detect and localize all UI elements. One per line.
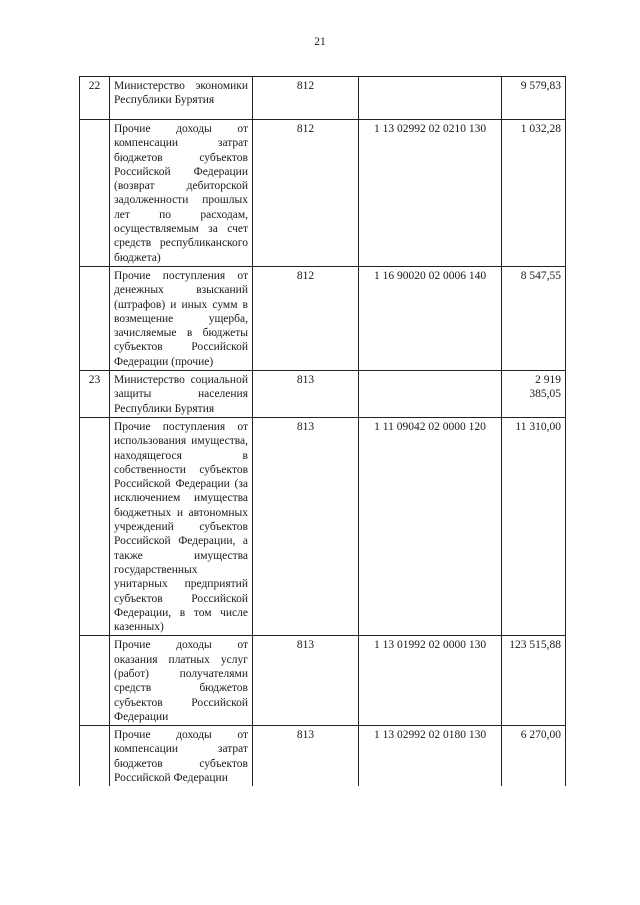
table-row	[80, 726, 566, 787]
budget-classification-code-cell: 1 13 02992 02 0210 130	[359, 120, 502, 267]
admin-code-cell: 812	[253, 77, 359, 120]
budget-classification-code-cell: 1 11 09042 02 0000 120	[359, 417, 502, 635]
revenue-name-cell: Прочие доходы от оказания платных услуг (работ) получателями средств бюджетов субъектов Российской Федерации	[110, 636, 253, 726]
table-row	[80, 417, 566, 635]
amount-cell: 9 579,83	[502, 77, 566, 120]
admin-code-cell: 812	[253, 266, 359, 370]
row-number-cell	[80, 726, 110, 787]
table-row	[80, 371, 566, 418]
table-row	[80, 77, 566, 120]
row-number-cell	[80, 417, 110, 635]
admin-code-cell: 813	[253, 371, 359, 418]
amount-cell: 2 919 385,05	[502, 371, 566, 418]
amount-cell: 6 270,00	[502, 726, 566, 787]
row-number-cell	[80, 266, 110, 370]
page-number: 21	[314, 36, 326, 48]
budget-classification-code-cell: 1 13 02992 02 0180 130	[359, 726, 502, 787]
budget-classification-code-cell	[359, 371, 502, 418]
budget-classification-code-cell: 1 16 90020 02 0006 140	[359, 266, 502, 370]
budget-revenue-table	[79, 76, 566, 786]
budget-classification-code-cell: 1 13 01992 02 0000 130	[359, 636, 502, 726]
amount-cell: 11 310,00	[502, 417, 566, 635]
row-number-cell: 22	[80, 77, 110, 120]
amount-cell: 123 515,88	[502, 636, 566, 726]
revenue-name-cell: Министерство экономики Республики Бурятия	[110, 77, 253, 120]
revenue-name-cell: Прочие поступления от использования имущества, находящегося в собственности субъектов Российской Федерации (за исключением имущества бюджетных и автономных учреждений субъектов Российской Федерации, а также имущества государственных унитарных предприятий субъектов Российской Федерации, в том числе казенных)	[110, 417, 253, 635]
row-number-cell	[80, 120, 110, 267]
admin-code-cell: 813	[253, 417, 359, 635]
row-number-cell	[80, 636, 110, 726]
admin-code-cell: 813	[253, 726, 359, 787]
admin-code-cell: 813	[253, 636, 359, 726]
revenue-name-cell: Прочие доходы от компенсации затрат бюджетов субъектов Российской Федерации (возврат дебиторской задолженности прошлых лет по расходам, осуществляемым за счет средств республиканского бюджета)	[110, 120, 253, 267]
revenue-name-cell: Прочие доходы от компенсации затрат бюджетов субъектов Российской Федерации	[110, 726, 253, 787]
revenue-name-cell: Министерство социальной защиты населения Республики Бурятия	[110, 371, 253, 418]
table-row	[80, 636, 566, 726]
amount-cell: 1 032,28	[502, 120, 566, 267]
amount-cell: 8 547,55	[502, 266, 566, 370]
table-row	[80, 120, 566, 267]
table-row	[80, 266, 566, 370]
revenue-name-cell: Прочие поступления от денежных взысканий (штрафов) и иных сумм в возмещение ущерба, зачисляемые в бюджеты субъектов Российской Федерации (прочие)	[110, 266, 253, 370]
budget-classification-code-cell	[359, 77, 502, 120]
row-number-cell: 23	[80, 371, 110, 418]
admin-code-cell: 812	[253, 120, 359, 267]
